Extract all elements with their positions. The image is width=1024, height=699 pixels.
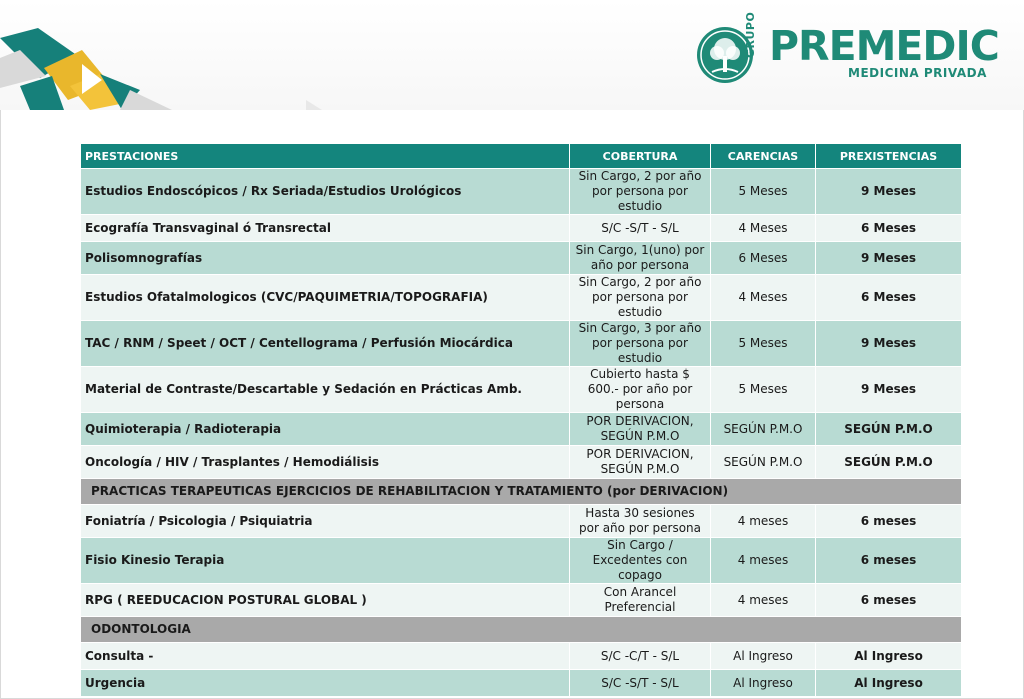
cell-prestacion: Quimioterapia / Radioterapia: [81, 413, 570, 446]
section-title: PRACTICAS TERAPEUTICAS EJERCICIOS DE REHABILITACION Y TRATAMIENTO (por DERIVACION): [81, 479, 962, 505]
cell-cobertura: POR DERIVACION, SEGÚN P.M.O: [570, 446, 711, 479]
table-row: [81, 169, 962, 215]
brand-grupo-label: GRUPO: [744, 11, 757, 58]
cell-cobertura: Sin Cargo, 2 por año por persona por estudio: [570, 169, 711, 215]
cell-cobertura: S/C -C/T - S/L: [570, 643, 711, 670]
cell-cobertura: Sin Cargo / Excedentes con copago: [570, 538, 711, 584]
table-row: [81, 413, 962, 446]
decorative-shapes: [0, 28, 330, 110]
table-row: [81, 275, 962, 321]
table-row: [81, 242, 962, 275]
cell-prexistencias: 9 Meses: [816, 169, 962, 215]
cell-prexistencias: 6 Meses: [816, 215, 962, 242]
cell-cobertura: S/C -S/T - S/L: [570, 215, 711, 242]
cell-prexistencias: SEGÚN P.M.O: [816, 413, 962, 446]
cell-cobertura: S/C -S/T - S/L: [570, 670, 711, 697]
cell-prestacion: Foniatría / Psicologia / Psiquiatria: [81, 505, 570, 538]
cell-carencias: 5 Meses: [711, 321, 816, 367]
table-row: [81, 670, 962, 697]
table-row: [81, 321, 962, 367]
cell-carencias: SEGÚN P.M.O: [711, 446, 816, 479]
cell-prestacion: Consulta -: [81, 643, 570, 670]
table-row: [81, 538, 962, 584]
cell-prestacion: Polisomnografías: [81, 242, 570, 275]
cell-carencias: 4 Meses: [711, 215, 816, 242]
brand-name: PREMEDIC: [769, 22, 999, 70]
cell-cobertura: Cubierto hasta $ 600.- por año por persona: [570, 367, 711, 413]
cell-prestacion: Urgencia: [81, 670, 570, 697]
table-row: [81, 367, 962, 413]
cell-prexistencias: 6 meses: [816, 538, 962, 584]
header-prestaciones: PRESTACIONES: [81, 144, 570, 169]
cell-cobertura: Hasta 30 sesiones por año por persona: [570, 505, 711, 538]
cell-prexistencias: 9 Meses: [816, 367, 962, 413]
cell-prexistencias: 9 Meses: [816, 321, 962, 367]
header-carencias: CARENCIAS: [711, 144, 816, 169]
table-row: [81, 584, 962, 617]
cell-prestacion: Estudios Endoscópicos / Rx Seriada/Estudios Urológicos: [81, 169, 570, 215]
table-row: [81, 643, 962, 670]
cell-cobertura: Sin Cargo, 2 por año por persona por estudio: [570, 275, 711, 321]
header-prexistencias: PREXISTENCIAS: [816, 144, 962, 169]
cell-carencias: Al Ingreso: [711, 670, 816, 697]
section-header-rehabilitacion: [81, 479, 962, 505]
cell-carencias: 6 Meses: [711, 242, 816, 275]
cell-carencias: 5 Meses: [711, 367, 816, 413]
cell-carencias: 4 meses: [711, 584, 816, 617]
brand-tagline: MEDICINA PRIVADA: [848, 66, 987, 80]
cell-carencias: Al Ingreso: [711, 643, 816, 670]
cell-carencias: 4 meses: [711, 505, 816, 538]
cell-cobertura: Con Arancel Preferencial: [570, 584, 711, 617]
cell-prestacion: TAC / RNM / Speet / OCT / Centellograma / Perfusión Miocárdica: [81, 321, 570, 367]
cell-prexistencias: Al Ingreso: [816, 670, 962, 697]
cell-cobertura: Sin Cargo, 1(uno) por año por persona: [570, 242, 711, 275]
brand-logo: [696, 11, 999, 86]
cell-prexistencias: 6 Meses: [816, 275, 962, 321]
cell-prexistencias: 9 Meses: [816, 242, 962, 275]
section-title: ODONTOLOGIA: [81, 617, 962, 643]
table-header-row: [81, 144, 962, 169]
cell-cobertura: POR DERIVACION, SEGÚN P.M.O: [570, 413, 711, 446]
cell-prexistencias: 6 meses: [816, 584, 962, 617]
cell-prexistencias: Al Ingreso: [816, 643, 962, 670]
coverage-table: [80, 143, 962, 697]
cell-cobertura: Sin Cargo, 3 por año por persona por estudio: [570, 321, 711, 367]
cell-carencias: 4 meses: [711, 538, 816, 584]
table-row: [81, 215, 962, 242]
cell-prestacion: Fisio Kinesio Terapia: [81, 538, 570, 584]
cell-carencias: 5 Meses: [711, 169, 816, 215]
table-row: [81, 446, 962, 479]
cell-prestacion: Oncología / HIV / Trasplantes / Hemodiálisis: [81, 446, 570, 479]
cell-carencias: SEGÚN P.M.O: [711, 413, 816, 446]
cell-prestacion: Material de Contraste/Descartable y Sedación en Prácticas Amb.: [81, 367, 570, 413]
cell-prestacion: Estudios Ofatalmologicos (CVC/PAQUIMETRIA/TOPOGRAFIA): [81, 275, 570, 321]
table-row: [81, 505, 962, 538]
cell-prexistencias: SEGÚN P.M.O: [816, 446, 962, 479]
cell-prexistencias: 6 meses: [816, 505, 962, 538]
cell-prestacion: Ecografía Transvaginal ó Transrectal: [81, 215, 570, 242]
section-header-odontologia: [81, 617, 962, 643]
cell-prestacion: RPG ( REEDUCACION POSTURAL GLOBAL ): [81, 584, 570, 617]
header-cobertura: COBERTURA: [570, 144, 711, 169]
cell-carencias: 4 Meses: [711, 275, 816, 321]
